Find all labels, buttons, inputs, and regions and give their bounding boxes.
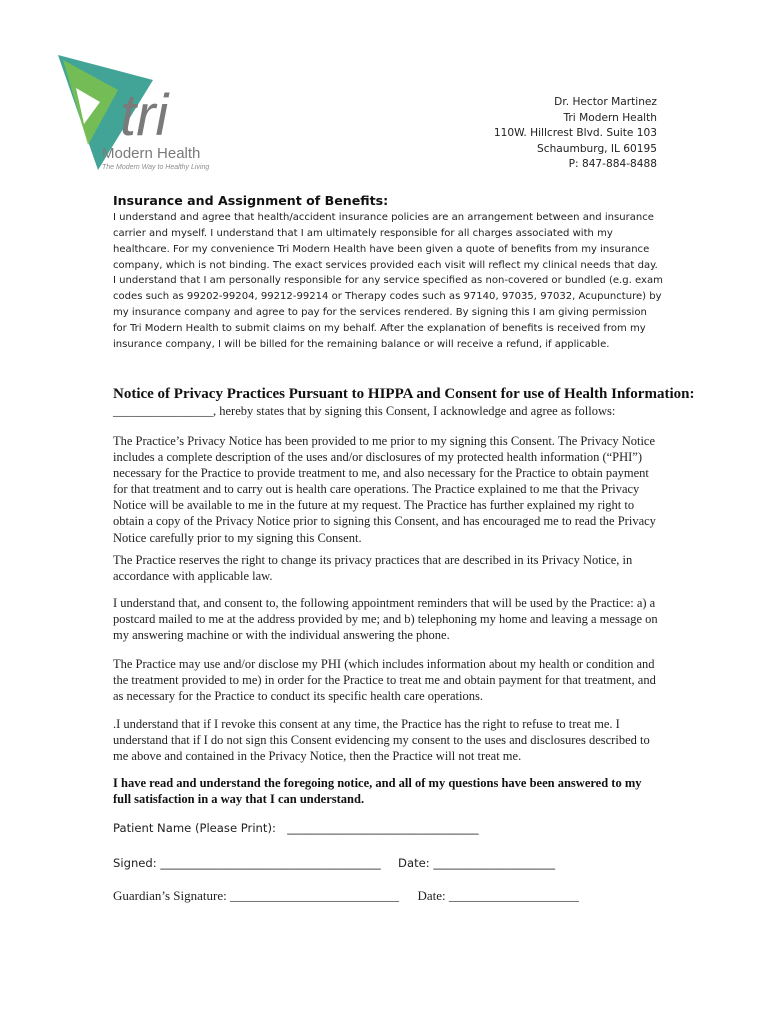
phone-number: P: 847-884-8488 [568,158,657,170]
insurance-section-title: Insurance and Assignment of Benefits: [113,193,389,208]
guardian-signature-field[interactable]: __________________________ [229,888,399,903]
signature-row [113,856,555,870]
guardian-date-label: Date: [417,888,446,903]
guardian-signature-row [113,888,579,904]
consent-intro-line: ________________, hereby states that by signing this Consent, I acknowledge and agree as follows: [113,404,616,418]
logo-graphic [58,50,238,175]
signed-label: Signed: [113,856,157,870]
svg-text:tri: tri [120,83,169,148]
insurance-section-body: I understand and agree that health/accident insurance policies are an arrangement between and insurance carrier and myself. I understand that I am ultimately responsible for all charges associated with my healthcare. For my convenience Tri Modern Health have been given a quote of benefits from my insurance company, which is not binding. The exact services provided each visit will reflect my clinical needs that day. I understand that I am personally responsible for any service specified as non-covered or bundled (e.g. exam codes such as 99202-99204, 99212-99214 or Therapy codes such as 97140, 97035, 97032, Acupuncture) by my insurance company and agree to pay for the services rendered. By signing this I am giving permission for Tri Modern Health to submit claims on my behalf. After the explanation of benefits is received from my insurance company, I will be billed for the remaining balance or will receive a refund, if applicable. [113,212,663,350]
patient-name-label: Patient Name (Please Print): [113,821,276,835]
svg-text:Modern Health: Modern Health [102,145,201,162]
acknowledgement-paragraph: I have read and understand the foregoing notice, and all of my questions have been answered to my full satisfaction in a way that I can understand. [113,776,642,807]
patient-name-field[interactable]: _________________________________ [287,821,479,835]
svg-text:The Modern Way to Healthy Livi: The Modern Way to Healthy Living [102,164,210,171]
date-field[interactable]: _____________________ [433,856,556,870]
privacy-changes-paragraph: The Practice reserves the right to change its privacy practices that are described in its Privacy Notice, in accordance with applicable law. [113,553,633,584]
tri-modern-health-logo [58,50,238,175]
appointment-reminders-paragraph: I understand that, and consent to, the following appointment reminders that will be used by the Practice: a) a postcard mailed to me at the address provided by me; and b) telephoning my home and leaving a message on my answering machine or with the individual answering the phone. [113,596,658,643]
revoke-consent-paragraph: .I understand that if I revoke this consent at any time, the Practice has the right to refuse to treat me. I understand that if I do not sign this Consent evidencing my consent to the uses and disclosures described to me above and contained in the Privacy Notice, then the Practice will not treat me. [113,717,650,764]
street-address: 110W. Hillcrest Blvd. Suite 103 [493,127,657,139]
phi-use-paragraph: The Practice may use and/or disclose my PHI (which includes information about my health or condition and the treatment provided to me) in order for the Practice to treat me and obtain payment for that treatment, and as necessary for the Practice to conduct its specific health care operations. [113,657,656,704]
patient-name-row [113,821,479,835]
signature-field[interactable]: ______________________________________ [160,856,381,870]
practice-name: Tri Modern Health [563,111,657,124]
doctor-name: Dr. Hector Martinez [554,96,657,108]
practice-address-block [494,95,657,173]
guardian-signature-label: Guardian’s Signature: [113,888,227,903]
hipaa-section-title: Notice of Privacy Practices Pursuant to HIPPA and Consent for use of Health Information: [113,386,695,402]
guardian-date-field[interactable]: ____________________ [448,888,579,903]
city-state-zip: Schaumburg, IL 60195 [537,142,657,155]
privacy-notice-paragraph: The Practice’s Privacy Notice has been provided to me prior to my signing this Consent. The Privacy Notice includes a complete description of the uses and/or disclosures of my protected health information (“PHI”) necessary for the Practice to provide treatment to me, and also necessary for the Practice to obtain payment for that treatment and to carry out is health care operations. The Practice explained to me that the Privacy Notice will be available to me in the future at my request. The Practice has further explained my right to obtain a copy of the Privacy Notice prior to signing this Consent, and has encouraged me to read the Privacy Notice carefully prior to my signing this Consent. [113,434,656,545]
date-label: Date: [398,856,430,870]
